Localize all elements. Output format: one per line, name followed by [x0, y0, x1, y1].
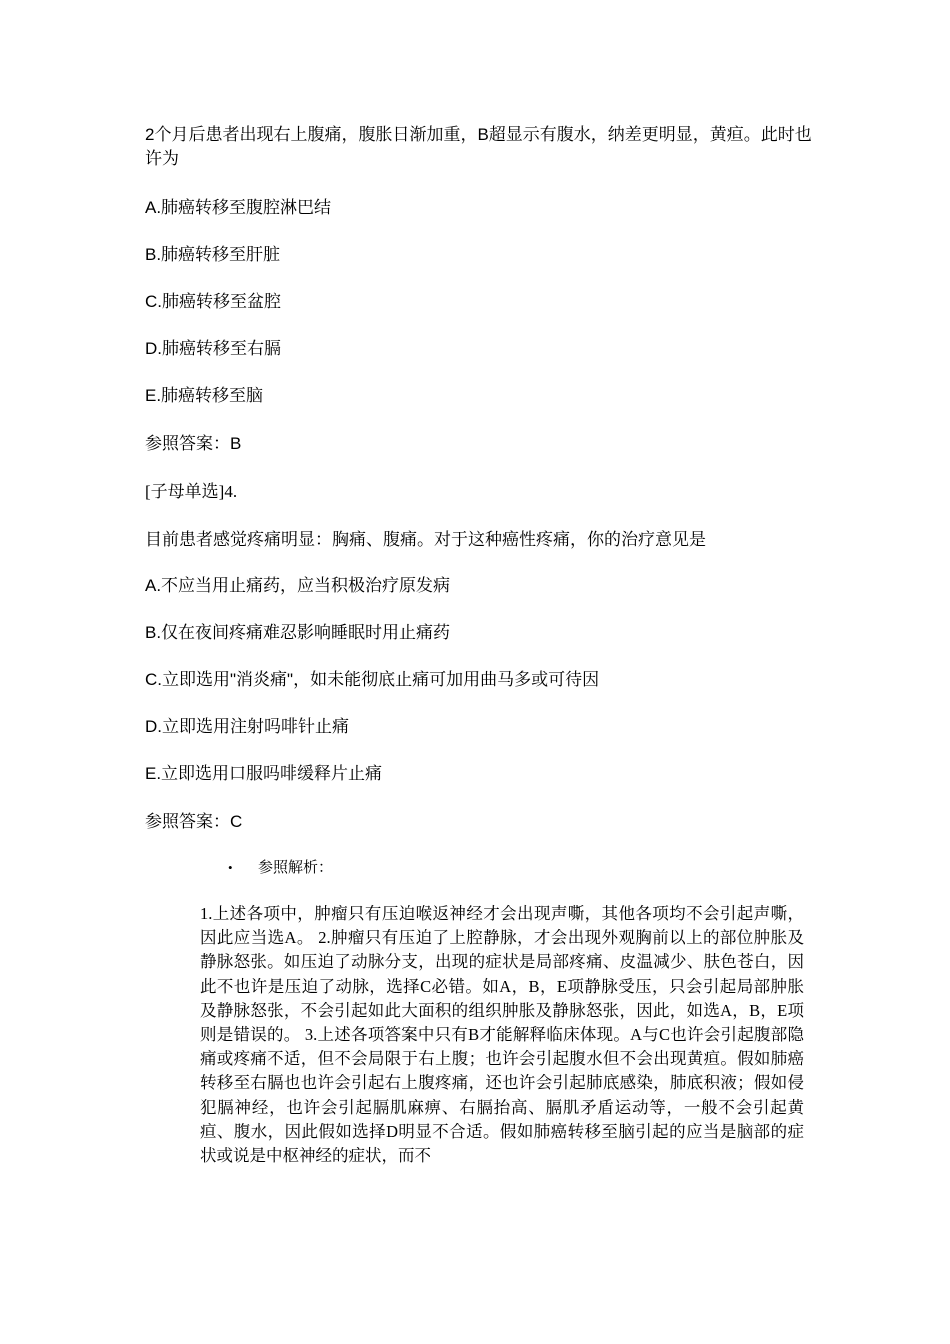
- question-3-option-d: D.肺癌转移至右膈: [145, 339, 281, 358]
- analysis-label-row: [228, 856, 333, 880]
- question-4-option-c: C.立即选用"消炎痛"，如未能彻底止痛可加用曲马多或可待因: [145, 670, 600, 689]
- analysis-text: 1.上述各项中，肿瘤只有压迫喉返神经才会出现声嘶，其他各项均不会引起声嘶，因此应当选A。 2.肿瘤只有压迫了上腔静脉，才会出现外观胸前以上的部位肿胀及静脉怒张。如压迫了动脉分支，出现的症状是局部疼痛、皮温减少、肤色苍白，因此不也许是压迫了动脉，选择C必错。如A，B，E项静脉受压，只会引起局部肿胀及静脉怒张，不会引起如此大面积的组织肿胀及静脉怒张，因此，如选A，B，E项则是错误的。 3.上述各项答案中只有B才能解释临床体现。A与C也许会引起腹部隐痛或疼痛不适，但不会局限于右上腹；也许会引起腹水但不会出现黄疸。假如肺癌转移至右膈也也许会引起右上腹疼痛，还也许会引起肺底感染，肺底积液；假如侵犯膈神经，也许会引起膈肌麻痹、右膈抬高、膈肌矛盾运动等，一般不会引起黄疸、腹水，因此假如选择D明显不合适。假如肺癌转移至脑引起的应当是脑部的症状或说是中枢神经的症状，而不: [200, 904, 804, 1166]
- question-4-stem: 目前患者感觉疼痛明显：胸痛、腹痛。对于这种癌性疼痛，你的治疗意见是: [145, 530, 706, 549]
- question-4-option-b: B.仅在夜间疼痛难忍影响睡眠时用止痛药: [145, 623, 451, 642]
- bullet-icon: •: [228, 860, 233, 875]
- question-4-option-a: A.不应当用止痛药，应当积极治疗原发病: [145, 576, 451, 595]
- question-4-option-d: D.立即选用注射吗啡针止痛: [145, 717, 349, 736]
- question-3-option-a: A.肺癌转移至腹腔淋巴结: [145, 198, 332, 217]
- analysis-label: 参照解析：: [258, 860, 334, 876]
- question-3-option-b: B.肺癌转移至肝脏: [145, 245, 281, 264]
- question-3-stem: 2个月后患者出现右上腹痛，腹胀日渐加重，B超显示有腹水，纳差更明显，黄疸。此时也许为: [145, 125, 812, 168]
- question-4-tag: [子母单选]4.: [145, 482, 238, 501]
- question-4-answer: 参照答案：C: [145, 812, 243, 831]
- question-4-option-e: E.立即选用口服吗啡缓释片止痛: [145, 764, 383, 783]
- question-3-answer: 参照答案：B: [145, 434, 242, 453]
- question-3-option-e: E.肺癌转移至脑: [145, 386, 264, 405]
- question-3-option-c: C.肺癌转移至盆腔: [145, 292, 281, 311]
